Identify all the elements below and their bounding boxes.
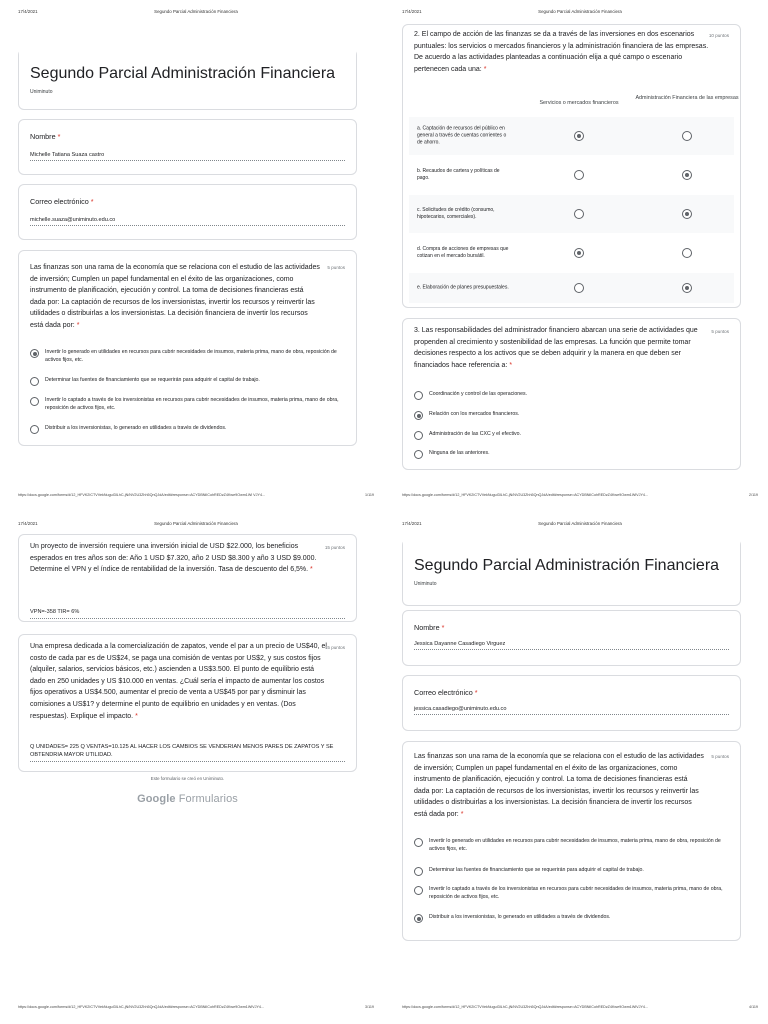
form-organization: Uniminuto bbox=[414, 581, 437, 587]
radio-unselected[interactable] bbox=[30, 425, 39, 434]
print-title: Segundo Parcial Administración Financiera bbox=[538, 9, 622, 14]
print-footer bbox=[18, 1005, 374, 1013]
footer-url: https://docs.google.com/forms/d/12_HFVK2ICTVVekNuguI3ILhC-jN/NV2U3Zhh5QnQJdA/edit#response=ACYDBNiICohREDzZ4Kwe9Owm1Wi VJY4... bbox=[18, 493, 266, 497]
question-1-points: 5 puntos bbox=[711, 754, 729, 759]
option-label: Invertir lo generado en utilidades en recursos para cubrir necesidades de insumos, materia prima, mano de obra, reposición de activos fijos, etc. bbox=[429, 838, 721, 852]
form-header-card bbox=[18, 48, 357, 110]
print-page-1 bbox=[0, 0, 384, 512]
option-label: Determinar las fuentes de financiamiento que se requerirán para adquirir el capital de trabajo. bbox=[429, 867, 644, 873]
print-date: 17/4/2021 bbox=[18, 521, 38, 526]
print-date: 17/4/2021 bbox=[402, 521, 422, 526]
print-footer bbox=[18, 493, 374, 501]
name-field[interactable]: Jessica Dayanne Casadiego Virguez bbox=[414, 641, 729, 650]
email-field[interactable]: jessica.casadiego@uniminuto.edu.co bbox=[414, 706, 729, 715]
q1-option-3[interactable] bbox=[30, 397, 340, 412]
print-date: 17/4/2021 bbox=[18, 9, 38, 14]
google-forms-logo: Google Formularios bbox=[137, 793, 238, 805]
name-label: Nombre * bbox=[414, 623, 445, 632]
option-label: Distribuir a los inversionistas, lo generado en utilidades a través de dividendos. bbox=[429, 914, 611, 920]
print-title: Segundo Parcial Administración Financiera bbox=[538, 521, 622, 526]
grid-column-1-header: Servicios o mercados financieros bbox=[539, 100, 619, 106]
grid-row-a bbox=[409, 117, 734, 155]
q1-option-4[interactable] bbox=[414, 914, 726, 923]
grid-row-label: a. Captación de recursos del público en general a través de cuentas corrientes o de ahorro. bbox=[417, 125, 507, 146]
print-header bbox=[402, 521, 758, 529]
email-label: Correo electrónico * bbox=[414, 688, 478, 697]
option-label: Invertir lo captado a través de los inversionistas en recursos para cubrir necesidades de insumos, materia prima, mano de obra, reposición de activos fijos, etc. bbox=[45, 397, 339, 411]
created-in-note: Este formulario se creó en Uniminuto. bbox=[150, 776, 225, 781]
page-number: 4/119 bbox=[746, 1005, 758, 1009]
radio-unselected[interactable] bbox=[414, 431, 423, 440]
question-5-card bbox=[18, 634, 357, 772]
radio-unselected[interactable] bbox=[574, 170, 584, 180]
form-header-card bbox=[402, 538, 741, 606]
radio-unselected[interactable] bbox=[414, 838, 423, 847]
q1-option-4[interactable] bbox=[30, 425, 340, 434]
email-card bbox=[402, 675, 741, 731]
q3-option-4[interactable] bbox=[414, 450, 490, 459]
print-header bbox=[18, 521, 374, 529]
print-header bbox=[402, 9, 758, 17]
q1-option-3[interactable] bbox=[414, 886, 726, 901]
option-label: Distribuir a los inversionistas, lo generado en utilidades a través de dividendos. bbox=[45, 425, 227, 431]
grid-row-b bbox=[409, 156, 734, 194]
q1-option-1[interactable] bbox=[414, 838, 726, 853]
question-3-points: 5 puntos bbox=[711, 329, 729, 334]
footer-url: https://docs.google.com/forms/d/12_HFVK2ICTVVekNuguI3ILhC-jN/NV2U3Zhh5QnQJdA/edit#response=ACYDBNiICohREDzZ4Kwe9Owm1WiVJY4... bbox=[18, 1005, 265, 1009]
q3-option-1[interactable] bbox=[414, 391, 527, 400]
required-mark: * bbox=[90, 197, 94, 206]
grid-row-label: c. Solicitudes de crédito (consumo, hipotecarios, comerciales). bbox=[417, 207, 495, 220]
print-page-3 bbox=[0, 512, 384, 1024]
question-1-text: Las finanzas son una rama de la economía que se relaciona con el estudio de las actividades de inversión; Cumplen un papel fundamental en el éxito de las organizaciones, como instrumento de planificación, ejecución y control. La toma de decisiones financieras está dada por: La captación de recursos de los inversionistas, invertir los recursos y reinvertir las utilidades o distribuirlas a los inversionistas. La decisión financiera de invertir los recursos está dada por: * bbox=[414, 753, 704, 818]
option-label: Ninguna de las anteriores. bbox=[429, 450, 490, 456]
name-label: Nombre * bbox=[30, 132, 61, 141]
required-mark: * bbox=[509, 361, 513, 369]
print-footer bbox=[402, 493, 758, 501]
footer-url: https://docs.google.com/forms/d/12_HFVK2ICTVVekNuguI3ILhC-jN/NV2U3Zhh5QnQJdA/edit#response=ACYDBNiICohREDzZ4Kwe9Owm1WiVJY4... bbox=[402, 1005, 649, 1009]
radio-selected[interactable] bbox=[30, 349, 39, 358]
q3-option-3[interactable] bbox=[414, 431, 521, 440]
footer-url: https://docs.google.com/forms/d/12_HFVK2ICTVVekNuguI3ILhC-jN/NV2U3Zhh5QnQJdA/edit#response=ACYDBNiICohREDzZ4Kwe9Owm1WiVJY4... bbox=[402, 493, 649, 497]
print-date: 17/4/2021 bbox=[402, 9, 422, 14]
radio-selected[interactable] bbox=[574, 131, 584, 141]
required-mark: * bbox=[460, 810, 464, 818]
q1-option-2[interactable] bbox=[30, 377, 340, 386]
q1-option-1[interactable] bbox=[30, 349, 340, 364]
radio-selected[interactable] bbox=[682, 283, 692, 293]
question-2-card bbox=[402, 24, 741, 308]
print-page-2 bbox=[384, 0, 768, 512]
question-1-card bbox=[402, 741, 741, 941]
required-mark: * bbox=[474, 688, 478, 697]
radio-selected[interactable] bbox=[682, 170, 692, 180]
required-mark: * bbox=[57, 132, 61, 141]
option-label: Relación con los mercados financieros. bbox=[429, 411, 520, 417]
form-title: Segundo Parcial Administración Financiera bbox=[30, 65, 336, 82]
question-4-answer[interactable]: VPN=-358 TIR= 6% bbox=[30, 608, 345, 619]
grid-row-label: e. Elaboración de planes presupuestales. bbox=[417, 284, 509, 291]
radio-unselected[interactable] bbox=[574, 283, 584, 293]
print-title: Segundo Parcial Administración Financiera bbox=[154, 9, 238, 14]
q3-option-2[interactable] bbox=[414, 411, 519, 420]
radio-unselected[interactable] bbox=[682, 248, 692, 258]
name-card bbox=[402, 610, 741, 666]
option-label: Administración de las CXC y el efectivo. bbox=[429, 431, 521, 437]
grid-row-e bbox=[409, 273, 734, 303]
required-mark: * bbox=[441, 623, 445, 632]
required-mark: * bbox=[310, 566, 313, 574]
radio-unselected[interactable] bbox=[414, 450, 423, 459]
question-2-text: 2. El campo de acción de las finanzas se da a través de las inversiones en dos escenarios puntuales: los servicios o mercados financieros y la administración financiera de las empresas. De acuerdo a las actividades planteadas a continuación elija a qué campo o escenario pertenecen cada una: * bbox=[414, 31, 709, 73]
required-mark: * bbox=[76, 321, 80, 329]
option-label: Invertir lo captado a través de los inversionistas en recursos para cubrir necesidades de insumos, materia prima, mano de obra, reposición de activos fijos, etc. bbox=[429, 886, 723, 900]
radio-selected[interactable] bbox=[414, 411, 423, 420]
email-card bbox=[18, 184, 357, 240]
radio-unselected[interactable] bbox=[30, 377, 39, 386]
question-1-text: Las finanzas son una rama de la economía que se relaciona con el estudio de las actividades de inversión; Cumplen un papel fundamental en el éxito de las organizaciones, como instrumento de planificación, ejecución y control. La toma de decisiones financieras está dada por: La captación de recursos de los inversionistas, invertir los recursos y reinvertir las utilidades o distribuirlas a los inversionistas. La decisión financiera de invertir los recursos está dada por: * bbox=[30, 264, 320, 329]
radio-unselected[interactable] bbox=[414, 867, 423, 876]
radio-unselected[interactable] bbox=[30, 397, 39, 406]
radio-unselected[interactable] bbox=[414, 391, 423, 400]
question-3-card bbox=[402, 318, 741, 470]
radio-unselected[interactable] bbox=[574, 209, 584, 219]
grid-column-2-header: Administración Financiera de las empresas bbox=[635, 95, 739, 101]
grid-row-label: d. Compra de acciones de empresas que cotizan en el mercado bursátil. bbox=[417, 246, 509, 259]
option-label: Invertir lo generado en utilidades en recursos para cubrir necesidades de insumos, materia prima, mano de obra, reposición de activos fijos, etc. bbox=[45, 349, 337, 363]
question-5-text: Una empresa dedicada a la comercialización de zapatos, vende el par a un precio de US$40, el costo de cada par es de US$24, se paga una comisión de ventas por US$2, y sus costos fijos (alquiler, salarios, servicios básicos, etc.) ascienden a US$3.500. El punto de equilibrio está dado en 250 unidades y US $10.000 en ventas. ¿Cuál sería el impacto de aumentar los costos fijos operativos a US$4.500, aumentar el precio de venta a US$45 por par y disminuir las comisiones a US$1? y determine el punto de equilibrio en unidades y en ventas. (Dos respuestas). Explique el impacto. * bbox=[30, 643, 327, 720]
question-5-points: 15 puntos bbox=[324, 645, 345, 650]
question-4-text: Un proyecto de inversión requiere una inversión inicial de USD $22.000, los beneficios esperados en tres años son de: Año 1 USD $7.320, año 2 USD $8.300 y año 3 USD $9.000. Determine el VPN y el índice de rentabilidad de la inversión. Tasa de descuento del 6,5%. * bbox=[30, 543, 317, 574]
radio-selected[interactable] bbox=[414, 914, 423, 923]
print-header bbox=[18, 9, 374, 17]
question-1-card bbox=[18, 250, 357, 446]
question-3-text: 3. Las responsabilidades del administrador financiero abarcan una serie de actividades que propenden al crecimiento y sostenibilidad de las empresas. La función que permite tomar decisiones respecto a los activos que se deben adquirir y la manera en que deben ser financiados hace referencia a: * bbox=[414, 327, 698, 369]
q1-option-2[interactable] bbox=[414, 867, 726, 876]
grid-row-d bbox=[409, 234, 734, 272]
form-organization: Uniminuto bbox=[30, 89, 53, 95]
page-number: 2/119 bbox=[746, 493, 758, 497]
question-5-answer[interactable]: Q UNIDADES= 225 Q VENTAS=10.125 AL HACER LOS CAMBIOS SE VENDERIAN MENOS PARES DE ZAPATOS Y SE OBTENDRIA MAYOR UTILIDAD. bbox=[30, 743, 345, 762]
question-2-points: 10 puntos bbox=[708, 33, 729, 38]
radio-selected[interactable] bbox=[574, 248, 584, 258]
page-number: 3/119 bbox=[362, 1005, 374, 1009]
grid-row-label: b. Recaudos de cartera y políticas de pago. bbox=[417, 168, 500, 181]
name-card bbox=[18, 119, 357, 175]
option-label: Coordinación y control de las operaciones. bbox=[429, 391, 528, 397]
radio-selected[interactable] bbox=[682, 209, 692, 219]
question-4-points: 15 puntos bbox=[324, 545, 345, 550]
radio-unselected[interactable] bbox=[682, 131, 692, 141]
email-label: Correo electrónico * bbox=[30, 197, 94, 206]
print-title: Segundo Parcial Administración Financiera bbox=[154, 521, 238, 526]
page-number: 1/119 bbox=[362, 493, 374, 497]
grid-row-c bbox=[409, 195, 734, 233]
required-mark: * bbox=[483, 65, 487, 73]
name-field[interactable]: Michelle Tatiana Suaza castro bbox=[30, 152, 345, 161]
form-title: Segundo Parcial Administración Financiera bbox=[414, 557, 720, 574]
option-label: Determinar las fuentes de financiamiento que se requerirán para adquirir el capital de trabajo. bbox=[45, 377, 260, 383]
question-1-points: 5 puntos bbox=[327, 265, 345, 270]
email-field[interactable]: michelle.suaza@uniminuto.edu.co bbox=[30, 217, 345, 226]
required-mark: * bbox=[135, 712, 138, 720]
radio-unselected[interactable] bbox=[414, 886, 423, 895]
print-footer bbox=[402, 1005, 758, 1013]
question-4-card bbox=[18, 534, 357, 622]
print-page-4 bbox=[384, 512, 768, 1024]
